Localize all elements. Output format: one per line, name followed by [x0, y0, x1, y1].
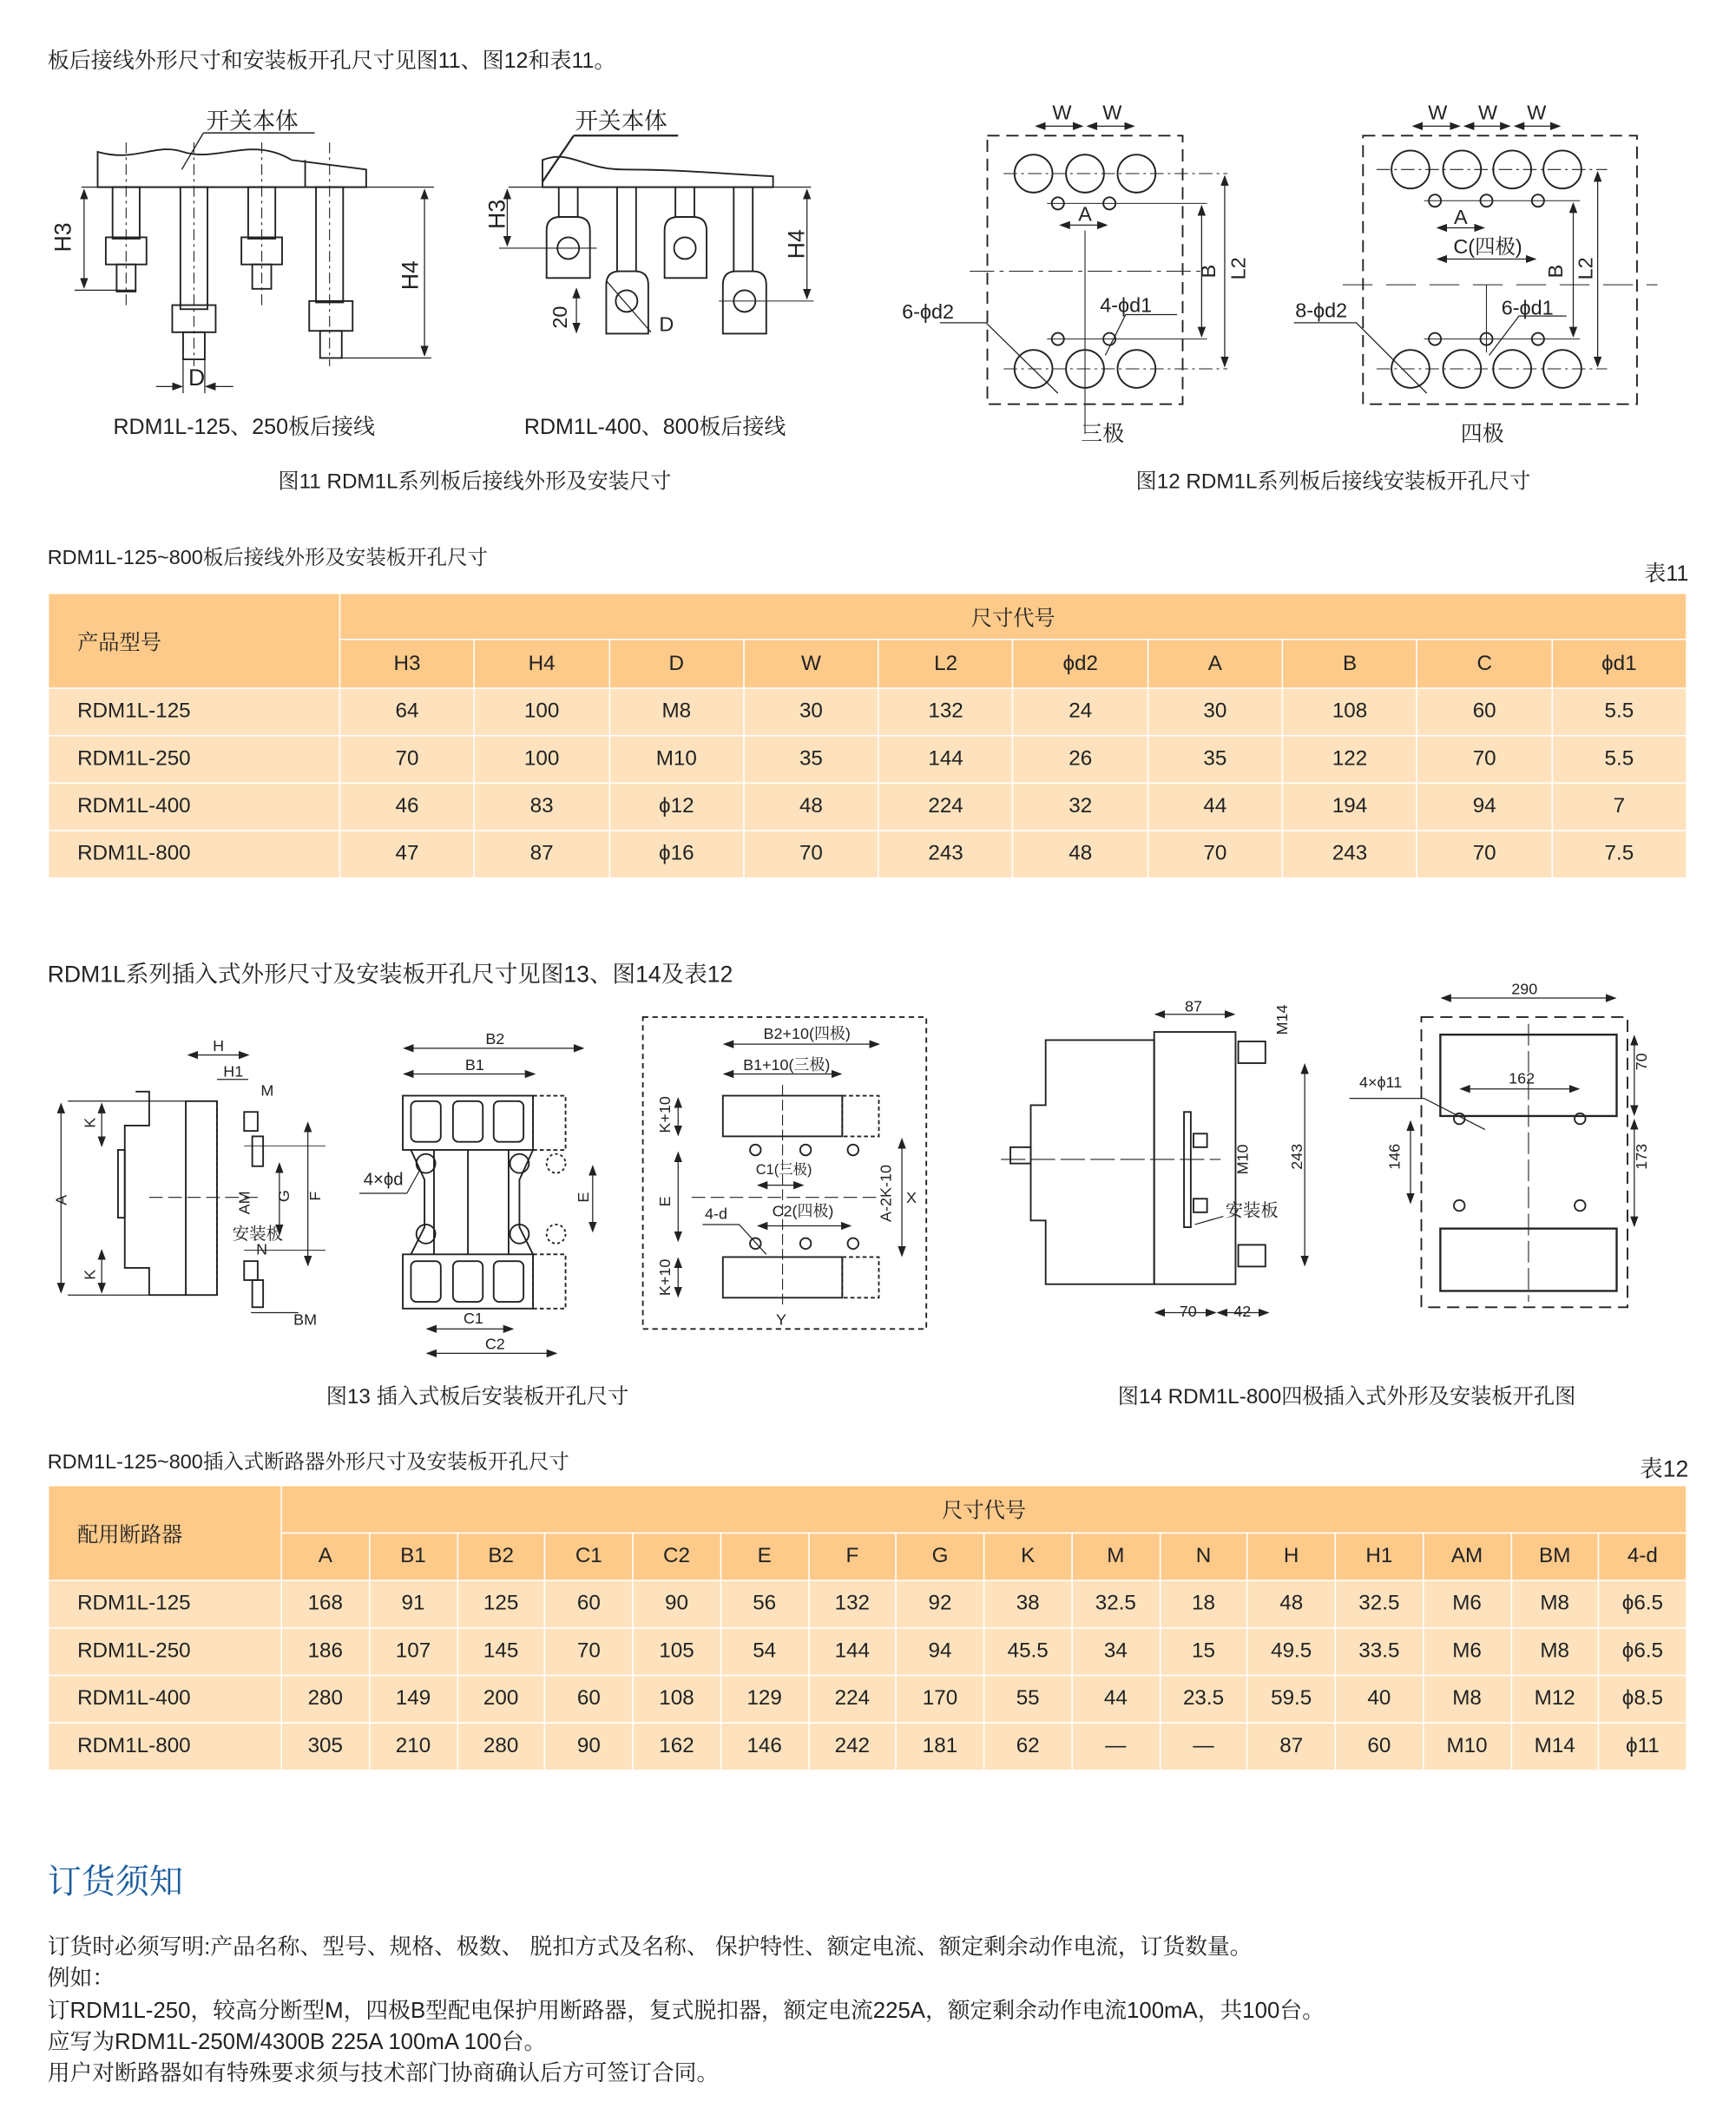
value-cell: 132 [878, 688, 1013, 736]
value-cell: 100 [475, 736, 609, 784]
value-cell: 48 [1247, 1580, 1335, 1628]
column-header: ϕd2 [1013, 640, 1147, 688]
value-cell: M6 [1423, 1580, 1510, 1628]
fig13-y-label: Y [776, 1310, 786, 1329]
fig12-w-label: W [1428, 101, 1448, 124]
value-cell: M10 [609, 736, 744, 784]
fig11-left-subcaption: RDM1L-125、250板后接线 [113, 416, 376, 440]
fig11-h4-right: H4 [783, 229, 810, 259]
table12 [48, 1485, 1687, 1771]
fig12-caption: 图12 RDM1L系列板后接线安装板开孔尺寸 [1135, 470, 1531, 494]
column-header: D [609, 640, 744, 688]
value-cell: 55 [984, 1675, 1072, 1723]
value-cell: 90 [633, 1580, 720, 1628]
table-row [48, 736, 1687, 784]
fig13-m-label: M [260, 1081, 274, 1100]
value-cell: 54 [720, 1628, 808, 1676]
table12-number: 表12 [1640, 1456, 1689, 1482]
value-cell: 32.5 [1335, 1580, 1423, 1628]
fig13-hole-label: 4×ϕd [363, 1170, 404, 1190]
value-cell: 83 [475, 783, 609, 831]
fig14-m14-label: M14 [1272, 1004, 1291, 1035]
fig14-162-label: 162 [1509, 1069, 1535, 1087]
fig11-h4-left: H4 [397, 260, 424, 291]
order-line: 订货时必须写明:产品名称、型号、规格、极数、 脱扣方式及名称、 保护特性、额定电流、额定剩余动作电流，订货数量。 [47, 1934, 1253, 1960]
fig14-243-label: 243 [1288, 1143, 1305, 1170]
value-cell: 18 [1160, 1580, 1247, 1628]
value-cell: 87 [1247, 1723, 1335, 1770]
column-header: G [896, 1533, 983, 1580]
fig14-side-drawing [1001, 1015, 1305, 1313]
value-cell: 56 [720, 1580, 808, 1628]
fig13-c2-four-label: C2(四极) [772, 1202, 834, 1220]
value-cell: 144 [808, 1628, 896, 1676]
value-cell: 129 [720, 1675, 808, 1723]
value-cell: 38 [984, 1580, 1072, 1628]
fig14-m10-label: M10 [1233, 1144, 1252, 1175]
fig14-146-label: 146 [1385, 1143, 1404, 1170]
value-cell: 243 [1282, 831, 1417, 878]
fig12-d1-label: 4-ϕd1 [1100, 293, 1153, 317]
value-cell: 48 [1013, 831, 1147, 878]
group-header: 尺寸代号 [339, 594, 1687, 640]
fig14-hole-label: 4×ϕ11 [1359, 1074, 1403, 1092]
row-header: 配用断路器 [48, 1486, 281, 1580]
fig13-c2-label: C2 [484, 1335, 505, 1353]
fig13-side-drawing [61, 1055, 326, 1313]
fig13-k-label: K [81, 1269, 99, 1280]
column-header: H3 [339, 640, 474, 688]
fig13-c1-label: C1 [463, 1309, 483, 1327]
value-cell: 162 [633, 1723, 720, 1770]
fig13-h1-label: H1 [223, 1062, 244, 1080]
table-row [48, 831, 1687, 878]
value-cell: ϕ6.5 [1599, 1628, 1687, 1676]
fig12-a-label: A [1454, 205, 1468, 228]
fig12-a-label: A [1078, 202, 1092, 226]
value-cell: 125 [457, 1580, 545, 1628]
fig13-plate-label: 安装板 [232, 1225, 284, 1245]
fig12-w-label: W [1102, 101, 1122, 124]
value-cell: 45.5 [984, 1628, 1072, 1676]
model-cell: RDM1L-800 [48, 1723, 281, 1770]
value-cell: 7 [1552, 783, 1687, 831]
table-row [48, 783, 1687, 831]
order-notes [48, 1933, 1325, 2091]
fig14-290-label: 290 [1511, 980, 1538, 998]
value-cell: 94 [1417, 783, 1552, 831]
value-cell: M6 [1423, 1628, 1510, 1676]
column-header: AM [1423, 1533, 1510, 1580]
value-cell: 23.5 [1160, 1675, 1247, 1723]
value-cell: 70 [744, 831, 878, 878]
value-cell: 40 [1335, 1675, 1423, 1723]
value-cell: 181 [896, 1723, 983, 1770]
value-cell: 132 [808, 1580, 896, 1628]
model-cell: RDM1L-800 [48, 831, 339, 878]
value-cell: 90 [545, 1723, 633, 1770]
fig12-four-pole-label: 四极 [1460, 421, 1504, 446]
fig11-caption: 图11 RDM1L系列板后接线外形及安装尺寸 [278, 470, 672, 494]
column-header: C [1417, 640, 1552, 688]
fig13-front-drawing [359, 1048, 593, 1354]
order-line: 例如： [47, 1967, 115, 1992]
column-header: H [1247, 1533, 1335, 1580]
column-header: B2 [457, 1533, 545, 1580]
model-cell: RDM1L-250 [48, 736, 339, 784]
fig13-b1-label: B1 [464, 1055, 484, 1074]
column-header: E [720, 1533, 808, 1580]
value-cell: 30 [744, 688, 878, 736]
value-cell: ϕ16 [609, 831, 744, 878]
value-cell: 64 [339, 688, 474, 736]
fig13-c1-three-label: C1(三极) [755, 1162, 812, 1179]
value-cell: — [1160, 1723, 1247, 1770]
fig12-b-label: B [1544, 264, 1567, 279]
value-cell: 70 [545, 1628, 633, 1676]
value-cell: 5.5 [1552, 736, 1687, 784]
value-cell: 168 [281, 1580, 369, 1628]
value-cell: 200 [457, 1675, 545, 1723]
value-cell: 26 [1013, 736, 1147, 784]
fig14-173-label: 173 [1632, 1143, 1650, 1170]
intro-text: 板后接线外形尺寸和安装板开孔尺寸见图11、图12和表11。 [47, 49, 616, 74]
value-cell: 7.5 [1552, 831, 1687, 878]
value-cell: 5.5 [1552, 688, 1687, 736]
fig11-d-right: D [659, 312, 674, 336]
fig13-n-label: N [256, 1240, 268, 1258]
fig13-caption: 图13 插入式板后安装板开孔尺寸 [326, 1385, 629, 1409]
fig12-b-label: B [1197, 264, 1220, 279]
value-cell: 70 [339, 736, 474, 784]
value-cell: 32.5 [1072, 1580, 1160, 1628]
value-cell: — [1072, 1723, 1160, 1770]
table-row [48, 1723, 1687, 1770]
column-header: A [1147, 640, 1282, 688]
fig13-k10-label: K+10 [655, 1096, 674, 1133]
fig14-70v-label: 70 [1632, 1053, 1650, 1071]
fig11-right-drawing [499, 135, 814, 336]
value-cell: ϕ6.5 [1599, 1580, 1687, 1628]
fig12-three-pole-drawing [940, 126, 1227, 434]
value-cell: 107 [369, 1628, 457, 1676]
fig13-b2-label: B2 [485, 1030, 505, 1048]
value-cell: 44 [1072, 1675, 1160, 1723]
column-header: K [984, 1533, 1072, 1580]
column-header: B1 [369, 1533, 457, 1580]
value-cell: ϕ12 [609, 783, 744, 831]
value-cell: M8 [609, 688, 744, 736]
fig11-left-drawing [75, 133, 434, 393]
value-cell: 210 [369, 1723, 457, 1770]
value-cell: 70 [1147, 831, 1282, 878]
value-cell: 105 [633, 1628, 720, 1676]
fig13-b2-plus-label: B2+10(四极) [763, 1024, 851, 1042]
column-header: H4 [475, 640, 609, 688]
value-cell: ϕ8.5 [1599, 1675, 1687, 1723]
value-cell: M8 [1511, 1628, 1599, 1676]
value-cell: 186 [281, 1628, 369, 1676]
column-header: M [1072, 1533, 1160, 1580]
value-cell: 33.5 [1335, 1628, 1423, 1676]
fig12-w-label: W [1052, 101, 1072, 124]
fig13-a-label: A [52, 1194, 70, 1205]
column-header: N [1160, 1533, 1247, 1580]
section2-title: RDM1L系列插入式外形尺寸及安装板开孔尺寸见图13、图14及表12 [47, 961, 733, 988]
fig13-bm-label: BM [293, 1310, 318, 1329]
row-header: 产品型号 [48, 594, 339, 688]
group-header: 尺寸代号 [281, 1486, 1687, 1534]
value-cell: ϕ11 [1599, 1723, 1687, 1770]
fig14-87-label: 87 [1185, 997, 1202, 1015]
fig11-right-subcaption: RDM1L-400、800板后接线 [523, 416, 786, 440]
column-header: H1 [1335, 1533, 1423, 1580]
value-cell: 149 [369, 1675, 457, 1723]
value-cell: 194 [1282, 783, 1417, 831]
table-row [48, 1628, 1687, 1676]
column-header: 4-d [1599, 1533, 1687, 1580]
fig13-4d-label: 4-d [705, 1205, 727, 1223]
value-cell: M8 [1511, 1580, 1599, 1628]
fig12-d1-label: 6-ϕd1 [1501, 296, 1554, 319]
column-header: C2 [633, 1533, 720, 1580]
order-title: 订货须知 [47, 1862, 183, 1901]
order-line: 用户对断路器如有特殊要求须与技术部门协商确认后方可签订合同。 [47, 2061, 720, 2086]
value-cell: 59.5 [1247, 1675, 1335, 1723]
value-cell: 62 [984, 1723, 1072, 1770]
value-cell: M10 [1423, 1723, 1510, 1770]
value-cell: 224 [878, 783, 1013, 831]
column-header: A [281, 1533, 369, 1580]
value-cell: 170 [896, 1675, 983, 1723]
fig12-l2-label: L2 [1574, 257, 1597, 280]
order-line: 应写为RDM1L-250M/4300B 225A 100mA 100台。 [47, 2029, 547, 2055]
value-cell: 224 [808, 1675, 896, 1723]
fig12-l2-label: L2 [1226, 257, 1250, 280]
table11-number: 表11 [1644, 562, 1689, 586]
value-cell: 280 [281, 1675, 369, 1723]
value-cell: 44 [1147, 783, 1282, 831]
value-cell: 15 [1160, 1628, 1247, 1676]
fig12-d2-label: 8-ϕd2 [1295, 299, 1348, 322]
value-cell: 305 [281, 1723, 369, 1770]
fig14-plate-label: 安装板 [1225, 1201, 1279, 1221]
order-line: 订RDM1L-250，较高分断型M，四极B型配电保护用断路器，复式脱扣器，额定电流225A，额定剩余动作电流100mA，共100台。 [47, 1998, 1325, 2023]
value-cell: 100 [475, 688, 609, 736]
column-header: W [744, 640, 878, 688]
table11 [48, 593, 1687, 879]
value-cell: 48 [744, 783, 878, 831]
fig11-body-label-right: 开关本体 [575, 108, 667, 135]
value-cell: 60 [545, 1675, 633, 1723]
value-cell: 92 [896, 1580, 983, 1628]
value-cell: 108 [1282, 688, 1417, 736]
table-row [48, 688, 1687, 736]
value-cell: 280 [457, 1723, 545, 1770]
fig12-c-label: C(四极) [1453, 235, 1522, 259]
fig13-b1-plus-label: B1+10(三极) [743, 1055, 831, 1074]
fig13-a2k-label: A-2K-10 [877, 1165, 895, 1222]
model-cell: RDM1L-125 [48, 1580, 281, 1628]
value-cell: 145 [457, 1628, 545, 1676]
table-row [48, 1675, 1687, 1723]
fig12-w-label: W [1478, 101, 1498, 124]
fig14-42-label: 42 [1233, 1303, 1252, 1321]
value-cell: 122 [1282, 736, 1417, 784]
column-header: F [808, 1533, 896, 1580]
value-cell: 34 [1072, 1628, 1160, 1676]
value-cell: 94 [896, 1628, 983, 1676]
model-cell: RDM1L-125 [48, 688, 339, 736]
column-header: C1 [545, 1533, 633, 1580]
table12-title: RDM1L-125~800插入式断路器外形尺寸及安装板开孔尺寸 [47, 1450, 569, 1474]
value-cell: 91 [369, 1580, 457, 1628]
fig13-g-label: G [274, 1190, 293, 1203]
value-cell: 87 [475, 831, 609, 878]
fig13-x-label: X [906, 1188, 917, 1206]
fig13-f-label: F [306, 1191, 324, 1201]
value-cell: M8 [1423, 1675, 1510, 1723]
model-cell: RDM1L-400 [48, 1675, 281, 1723]
fig11-h3-left: H3 [49, 222, 76, 253]
value-cell: 243 [878, 831, 1013, 878]
value-cell: 30 [1147, 688, 1282, 736]
value-cell: 146 [720, 1723, 808, 1770]
fig11-h3-right: H3 [483, 199, 510, 229]
value-cell: 70 [1417, 831, 1552, 878]
fig12-four-pole-drawing [1294, 126, 1658, 404]
value-cell: 108 [633, 1675, 720, 1723]
value-cell: 35 [744, 736, 878, 784]
value-cell: M12 [1511, 1675, 1599, 1723]
fig11-body-label-left: 开关本体 [206, 108, 299, 135]
fig11-20: 20 [549, 305, 572, 329]
value-cell: 35 [1147, 736, 1282, 784]
fig12-d2-label: 6-ϕd2 [902, 300, 955, 324]
column-header: L2 [878, 640, 1013, 688]
value-cell: 32 [1013, 783, 1147, 831]
model-cell: RDM1L-400 [48, 783, 339, 831]
fig13-k10-label: K+10 [655, 1258, 674, 1297]
fig11-d-left: D [187, 364, 206, 391]
table11-title: RDM1L-125~800板后接线外形及安装板开孔尺寸 [47, 546, 488, 570]
fig14-70-label: 70 [1179, 1303, 1197, 1321]
value-cell: 60 [545, 1580, 633, 1628]
value-cell: 242 [808, 1723, 896, 1770]
fig13-am-label: AM [235, 1191, 253, 1215]
column-header: B [1282, 640, 1417, 688]
fig14-caption: 图14 RDM1L-800四极插入式外形及安装板开孔图 [1117, 1385, 1576, 1409]
fig12-w-label: W [1527, 101, 1547, 124]
value-cell: 24 [1013, 688, 1147, 736]
table-row [48, 1580, 1687, 1628]
fig13-e-label: E [575, 1192, 593, 1203]
value-cell: 46 [339, 783, 474, 831]
fig13-e-label: E [655, 1196, 674, 1207]
value-cell: 47 [339, 831, 474, 878]
value-cell: 60 [1335, 1723, 1423, 1770]
value-cell: 60 [1417, 688, 1552, 736]
column-header: BM [1511, 1533, 1599, 1580]
value-cell: 70 [1417, 736, 1552, 784]
fig13-k-label: K [81, 1117, 99, 1128]
column-header: ϕd1 [1552, 640, 1687, 688]
fig12-three-pole-label: 三极 [1081, 421, 1125, 446]
value-cell: 49.5 [1247, 1628, 1335, 1676]
value-cell: M14 [1511, 1723, 1599, 1770]
model-cell: RDM1L-250 [48, 1628, 281, 1676]
value-cell: 144 [878, 736, 1013, 784]
fig13-h-label: H [213, 1036, 225, 1054]
